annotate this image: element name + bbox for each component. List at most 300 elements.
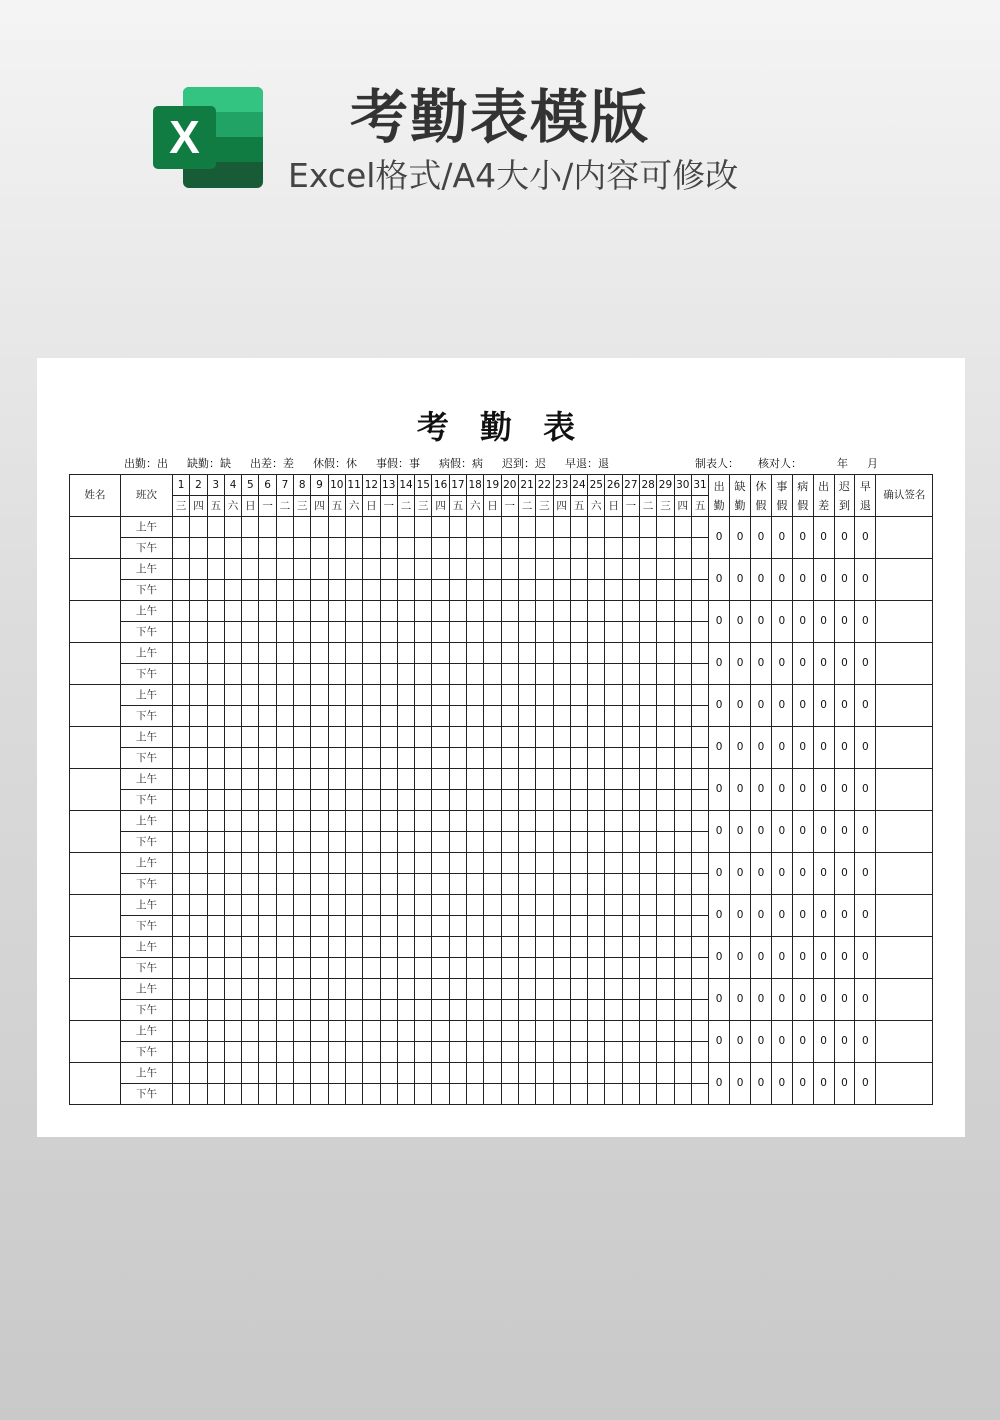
attendance-cell[interactable] bbox=[380, 1084, 397, 1105]
attendance-cell[interactable] bbox=[276, 916, 293, 937]
attendance-cell[interactable] bbox=[380, 958, 397, 979]
attendance-cell[interactable] bbox=[328, 517, 345, 538]
attendance-cell[interactable] bbox=[311, 601, 328, 622]
attendance-cell[interactable] bbox=[259, 769, 276, 790]
attendance-cell[interactable] bbox=[432, 706, 449, 727]
attendance-cell[interactable] bbox=[467, 916, 484, 937]
attendance-cell[interactable] bbox=[294, 706, 311, 727]
attendance-cell[interactable] bbox=[588, 790, 605, 811]
attendance-cell[interactable] bbox=[536, 979, 553, 1000]
attendance-cell[interactable] bbox=[190, 538, 207, 559]
attendance-cell[interactable] bbox=[363, 916, 380, 937]
attendance-cell[interactable] bbox=[259, 895, 276, 916]
attendance-cell[interactable] bbox=[345, 1084, 362, 1105]
attendance-cell[interactable] bbox=[553, 601, 570, 622]
attendance-cell[interactable] bbox=[484, 937, 501, 958]
attendance-cell[interactable] bbox=[570, 727, 587, 748]
attendance-cell[interactable] bbox=[190, 622, 207, 643]
attendance-cell[interactable] bbox=[622, 769, 639, 790]
attendance-cell[interactable] bbox=[242, 958, 259, 979]
attendance-cell[interactable] bbox=[518, 958, 535, 979]
employee-name-cell[interactable] bbox=[70, 643, 121, 685]
attendance-cell[interactable] bbox=[518, 895, 535, 916]
attendance-cell[interactable] bbox=[190, 853, 207, 874]
attendance-cell[interactable] bbox=[484, 580, 501, 601]
attendance-cell[interactable] bbox=[691, 769, 708, 790]
attendance-cell[interactable] bbox=[173, 874, 190, 895]
attendance-cell[interactable] bbox=[173, 601, 190, 622]
attendance-cell[interactable] bbox=[674, 727, 691, 748]
attendance-cell[interactable] bbox=[588, 832, 605, 853]
attendance-cell[interactable] bbox=[432, 643, 449, 664]
attendance-cell[interactable] bbox=[467, 622, 484, 643]
attendance-cell[interactable] bbox=[242, 706, 259, 727]
attendance-cell[interactable] bbox=[224, 643, 241, 664]
attendance-cell[interactable] bbox=[536, 832, 553, 853]
attendance-cell[interactable] bbox=[518, 643, 535, 664]
attendance-cell[interactable] bbox=[311, 685, 328, 706]
attendance-cell[interactable] bbox=[467, 874, 484, 895]
attendance-cell[interactable] bbox=[484, 1063, 501, 1084]
attendance-cell[interactable] bbox=[345, 622, 362, 643]
attendance-cell[interactable] bbox=[397, 748, 414, 769]
attendance-cell[interactable] bbox=[397, 853, 414, 874]
attendance-cell[interactable] bbox=[224, 832, 241, 853]
attendance-cell[interactable] bbox=[415, 601, 432, 622]
attendance-cell[interactable] bbox=[363, 664, 380, 685]
attendance-cell[interactable] bbox=[259, 748, 276, 769]
attendance-cell[interactable] bbox=[190, 664, 207, 685]
attendance-cell[interactable] bbox=[518, 790, 535, 811]
attendance-cell[interactable] bbox=[397, 727, 414, 748]
attendance-cell[interactable] bbox=[173, 517, 190, 538]
attendance-cell[interactable] bbox=[588, 1042, 605, 1063]
attendance-cell[interactable] bbox=[501, 937, 518, 958]
attendance-cell[interactable] bbox=[415, 664, 432, 685]
attendance-cell[interactable] bbox=[173, 1000, 190, 1021]
attendance-cell[interactable] bbox=[657, 601, 674, 622]
attendance-cell[interactable] bbox=[432, 769, 449, 790]
attendance-cell[interactable] bbox=[467, 1084, 484, 1105]
attendance-cell[interactable] bbox=[640, 832, 657, 853]
attendance-cell[interactable] bbox=[190, 916, 207, 937]
attendance-cell[interactable] bbox=[415, 622, 432, 643]
attendance-cell[interactable] bbox=[605, 559, 622, 580]
attendance-cell[interactable] bbox=[570, 538, 587, 559]
attendance-cell[interactable] bbox=[674, 853, 691, 874]
attendance-cell[interactable] bbox=[173, 1084, 190, 1105]
attendance-cell[interactable] bbox=[536, 559, 553, 580]
attendance-cell[interactable] bbox=[657, 811, 674, 832]
attendance-cell[interactable] bbox=[190, 769, 207, 790]
attendance-cell[interactable] bbox=[173, 979, 190, 1000]
attendance-cell[interactable] bbox=[432, 937, 449, 958]
attendance-cell[interactable] bbox=[190, 643, 207, 664]
attendance-cell[interactable] bbox=[536, 790, 553, 811]
attendance-cell[interactable] bbox=[294, 664, 311, 685]
attendance-cell[interactable] bbox=[173, 811, 190, 832]
attendance-cell[interactable] bbox=[570, 895, 587, 916]
attendance-cell[interactable] bbox=[190, 601, 207, 622]
attendance-cell[interactable] bbox=[207, 853, 224, 874]
attendance-cell[interactable] bbox=[190, 874, 207, 895]
attendance-cell[interactable] bbox=[345, 895, 362, 916]
signature-cell[interactable] bbox=[876, 979, 933, 1021]
attendance-cell[interactable] bbox=[345, 685, 362, 706]
attendance-cell[interactable] bbox=[259, 601, 276, 622]
attendance-cell[interactable] bbox=[173, 622, 190, 643]
attendance-cell[interactable] bbox=[328, 832, 345, 853]
attendance-cell[interactable] bbox=[640, 517, 657, 538]
attendance-cell[interactable] bbox=[173, 1021, 190, 1042]
attendance-cell[interactable] bbox=[570, 1063, 587, 1084]
attendance-cell[interactable] bbox=[259, 538, 276, 559]
attendance-cell[interactable] bbox=[536, 1021, 553, 1042]
attendance-cell[interactable] bbox=[259, 664, 276, 685]
attendance-cell[interactable] bbox=[224, 517, 241, 538]
attendance-cell[interactable] bbox=[691, 979, 708, 1000]
attendance-cell[interactable] bbox=[224, 664, 241, 685]
attendance-cell[interactable] bbox=[467, 769, 484, 790]
attendance-cell[interactable] bbox=[553, 748, 570, 769]
attendance-cell[interactable] bbox=[501, 1000, 518, 1021]
attendance-cell[interactable] bbox=[432, 1084, 449, 1105]
attendance-cell[interactable] bbox=[415, 1063, 432, 1084]
attendance-cell[interactable] bbox=[294, 874, 311, 895]
attendance-cell[interactable] bbox=[276, 895, 293, 916]
attendance-cell[interactable] bbox=[276, 853, 293, 874]
attendance-cell[interactable] bbox=[328, 790, 345, 811]
attendance-cell[interactable] bbox=[605, 853, 622, 874]
attendance-cell[interactable] bbox=[224, 580, 241, 601]
attendance-cell[interactable] bbox=[363, 937, 380, 958]
attendance-cell[interactable] bbox=[328, 601, 345, 622]
attendance-cell[interactable] bbox=[415, 559, 432, 580]
attendance-cell[interactable] bbox=[294, 1042, 311, 1063]
attendance-cell[interactable] bbox=[622, 559, 639, 580]
attendance-cell[interactable] bbox=[173, 1063, 190, 1084]
attendance-cell[interactable] bbox=[553, 769, 570, 790]
attendance-cell[interactable] bbox=[207, 916, 224, 937]
attendance-cell[interactable] bbox=[605, 685, 622, 706]
attendance-cell[interactable] bbox=[207, 769, 224, 790]
attendance-cell[interactable] bbox=[449, 517, 466, 538]
attendance-cell[interactable] bbox=[501, 727, 518, 748]
attendance-cell[interactable] bbox=[432, 664, 449, 685]
attendance-cell[interactable] bbox=[397, 958, 414, 979]
signature-cell[interactable] bbox=[876, 727, 933, 769]
attendance-cell[interactable] bbox=[242, 1042, 259, 1063]
attendance-cell[interactable] bbox=[640, 559, 657, 580]
attendance-cell[interactable] bbox=[415, 727, 432, 748]
attendance-cell[interactable] bbox=[432, 1000, 449, 1021]
attendance-cell[interactable] bbox=[397, 874, 414, 895]
attendance-cell[interactable] bbox=[691, 1021, 708, 1042]
attendance-cell[interactable] bbox=[691, 958, 708, 979]
attendance-cell[interactable] bbox=[190, 580, 207, 601]
attendance-cell[interactable] bbox=[467, 727, 484, 748]
attendance-cell[interactable] bbox=[449, 664, 466, 685]
attendance-cell[interactable] bbox=[691, 664, 708, 685]
attendance-cell[interactable] bbox=[588, 748, 605, 769]
attendance-cell[interactable] bbox=[294, 643, 311, 664]
attendance-cell[interactable] bbox=[397, 1000, 414, 1021]
attendance-cell[interactable] bbox=[173, 916, 190, 937]
attendance-cell[interactable] bbox=[605, 1042, 622, 1063]
attendance-cell[interactable] bbox=[380, 979, 397, 1000]
attendance-cell[interactable] bbox=[380, 643, 397, 664]
attendance-cell[interactable] bbox=[588, 937, 605, 958]
attendance-cell[interactable] bbox=[622, 790, 639, 811]
attendance-cell[interactable] bbox=[294, 937, 311, 958]
attendance-cell[interactable] bbox=[467, 853, 484, 874]
attendance-cell[interactable] bbox=[207, 958, 224, 979]
attendance-cell[interactable] bbox=[397, 1021, 414, 1042]
attendance-cell[interactable] bbox=[605, 790, 622, 811]
attendance-cell[interactable] bbox=[432, 580, 449, 601]
attendance-cell[interactable] bbox=[484, 622, 501, 643]
attendance-cell[interactable] bbox=[415, 916, 432, 937]
attendance-cell[interactable] bbox=[259, 874, 276, 895]
attendance-cell[interactable] bbox=[501, 790, 518, 811]
attendance-cell[interactable] bbox=[449, 1084, 466, 1105]
attendance-cell[interactable] bbox=[501, 979, 518, 1000]
attendance-cell[interactable] bbox=[553, 517, 570, 538]
attendance-cell[interactable] bbox=[674, 559, 691, 580]
attendance-cell[interactable] bbox=[674, 874, 691, 895]
attendance-cell[interactable] bbox=[518, 832, 535, 853]
attendance-cell[interactable] bbox=[691, 517, 708, 538]
attendance-cell[interactable] bbox=[553, 664, 570, 685]
attendance-cell[interactable] bbox=[224, 979, 241, 1000]
attendance-cell[interactable] bbox=[294, 685, 311, 706]
attendance-cell[interactable] bbox=[588, 1000, 605, 1021]
attendance-cell[interactable] bbox=[294, 979, 311, 1000]
attendance-cell[interactable] bbox=[553, 643, 570, 664]
attendance-cell[interactable] bbox=[501, 517, 518, 538]
attendance-cell[interactable] bbox=[691, 895, 708, 916]
attendance-cell[interactable] bbox=[449, 538, 466, 559]
attendance-cell[interactable] bbox=[363, 895, 380, 916]
attendance-cell[interactable] bbox=[190, 1000, 207, 1021]
attendance-cell[interactable] bbox=[207, 895, 224, 916]
attendance-cell[interactable] bbox=[674, 664, 691, 685]
attendance-cell[interactable] bbox=[345, 937, 362, 958]
attendance-cell[interactable] bbox=[622, 538, 639, 559]
signature-cell[interactable] bbox=[876, 643, 933, 685]
attendance-cell[interactable] bbox=[553, 811, 570, 832]
attendance-cell[interactable] bbox=[242, 1000, 259, 1021]
attendance-cell[interactable] bbox=[397, 979, 414, 1000]
attendance-cell[interactable] bbox=[467, 538, 484, 559]
attendance-cell[interactable] bbox=[640, 622, 657, 643]
attendance-cell[interactable] bbox=[536, 664, 553, 685]
attendance-cell[interactable] bbox=[397, 1084, 414, 1105]
attendance-cell[interactable] bbox=[518, 538, 535, 559]
attendance-cell[interactable] bbox=[276, 601, 293, 622]
attendance-cell[interactable] bbox=[259, 580, 276, 601]
attendance-cell[interactable] bbox=[224, 937, 241, 958]
attendance-cell[interactable] bbox=[242, 832, 259, 853]
attendance-cell[interactable] bbox=[276, 958, 293, 979]
attendance-cell[interactable] bbox=[640, 727, 657, 748]
attendance-cell[interactable] bbox=[190, 727, 207, 748]
attendance-cell[interactable] bbox=[691, 832, 708, 853]
attendance-cell[interactable] bbox=[363, 517, 380, 538]
attendance-cell[interactable] bbox=[259, 559, 276, 580]
attendance-cell[interactable] bbox=[328, 916, 345, 937]
attendance-cell[interactable] bbox=[605, 727, 622, 748]
attendance-cell[interactable] bbox=[432, 832, 449, 853]
attendance-cell[interactable] bbox=[484, 832, 501, 853]
attendance-cell[interactable] bbox=[276, 1084, 293, 1105]
attendance-cell[interactable] bbox=[691, 727, 708, 748]
attendance-cell[interactable] bbox=[363, 706, 380, 727]
attendance-cell[interactable] bbox=[588, 853, 605, 874]
signature-cell[interactable] bbox=[876, 1063, 933, 1105]
attendance-cell[interactable] bbox=[328, 664, 345, 685]
attendance-cell[interactable] bbox=[276, 643, 293, 664]
attendance-cell[interactable] bbox=[294, 769, 311, 790]
attendance-cell[interactable] bbox=[484, 769, 501, 790]
attendance-cell[interactable] bbox=[484, 790, 501, 811]
attendance-cell[interactable] bbox=[432, 874, 449, 895]
attendance-cell[interactable] bbox=[380, 937, 397, 958]
attendance-cell[interactable] bbox=[363, 1021, 380, 1042]
attendance-cell[interactable] bbox=[570, 517, 587, 538]
attendance-cell[interactable] bbox=[207, 937, 224, 958]
attendance-cell[interactable] bbox=[328, 559, 345, 580]
attendance-cell[interactable] bbox=[173, 958, 190, 979]
employee-name-cell[interactable] bbox=[70, 937, 121, 979]
employee-name-cell[interactable] bbox=[70, 853, 121, 895]
attendance-cell[interactable] bbox=[311, 895, 328, 916]
attendance-cell[interactable] bbox=[311, 811, 328, 832]
attendance-cell[interactable] bbox=[173, 643, 190, 664]
attendance-cell[interactable] bbox=[518, 1000, 535, 1021]
attendance-cell[interactable] bbox=[518, 916, 535, 937]
attendance-cell[interactable] bbox=[345, 874, 362, 895]
attendance-cell[interactable] bbox=[294, 895, 311, 916]
attendance-cell[interactable] bbox=[588, 874, 605, 895]
attendance-cell[interactable] bbox=[449, 685, 466, 706]
attendance-cell[interactable] bbox=[501, 916, 518, 937]
attendance-cell[interactable] bbox=[588, 958, 605, 979]
attendance-cell[interactable] bbox=[207, 1084, 224, 1105]
attendance-cell[interactable] bbox=[311, 706, 328, 727]
attendance-cell[interactable] bbox=[328, 748, 345, 769]
attendance-cell[interactable] bbox=[657, 874, 674, 895]
attendance-cell[interactable] bbox=[691, 643, 708, 664]
attendance-cell[interactable] bbox=[605, 517, 622, 538]
attendance-cell[interactable] bbox=[501, 664, 518, 685]
attendance-cell[interactable] bbox=[657, 790, 674, 811]
attendance-cell[interactable] bbox=[484, 1084, 501, 1105]
attendance-cell[interactable] bbox=[276, 937, 293, 958]
attendance-cell[interactable] bbox=[674, 706, 691, 727]
attendance-cell[interactable] bbox=[570, 1021, 587, 1042]
attendance-cell[interactable] bbox=[484, 643, 501, 664]
attendance-cell[interactable] bbox=[294, 958, 311, 979]
attendance-cell[interactable] bbox=[588, 1084, 605, 1105]
attendance-cell[interactable] bbox=[622, 1000, 639, 1021]
attendance-cell[interactable] bbox=[328, 811, 345, 832]
attendance-cell[interactable] bbox=[259, 706, 276, 727]
attendance-cell[interactable] bbox=[380, 1021, 397, 1042]
attendance-cell[interactable] bbox=[570, 853, 587, 874]
attendance-cell[interactable] bbox=[501, 1063, 518, 1084]
attendance-cell[interactable] bbox=[224, 727, 241, 748]
attendance-cell[interactable] bbox=[259, 1063, 276, 1084]
attendance-cell[interactable] bbox=[553, 1000, 570, 1021]
attendance-cell[interactable] bbox=[415, 958, 432, 979]
attendance-cell[interactable] bbox=[640, 1000, 657, 1021]
attendance-cell[interactable] bbox=[657, 622, 674, 643]
attendance-cell[interactable] bbox=[518, 517, 535, 538]
attendance-cell[interactable] bbox=[415, 748, 432, 769]
attendance-cell[interactable] bbox=[363, 601, 380, 622]
attendance-cell[interactable] bbox=[553, 979, 570, 1000]
attendance-cell[interactable] bbox=[345, 769, 362, 790]
attendance-cell[interactable] bbox=[363, 580, 380, 601]
signature-cell[interactable] bbox=[876, 685, 933, 727]
attendance-cell[interactable] bbox=[432, 538, 449, 559]
attendance-cell[interactable] bbox=[570, 685, 587, 706]
attendance-cell[interactable] bbox=[363, 685, 380, 706]
attendance-cell[interactable] bbox=[536, 643, 553, 664]
attendance-cell[interactable] bbox=[276, 580, 293, 601]
attendance-cell[interactable] bbox=[622, 958, 639, 979]
attendance-cell[interactable] bbox=[207, 1063, 224, 1084]
attendance-cell[interactable] bbox=[536, 517, 553, 538]
attendance-cell[interactable] bbox=[622, 1063, 639, 1084]
attendance-cell[interactable] bbox=[605, 895, 622, 916]
attendance-cell[interactable] bbox=[467, 559, 484, 580]
attendance-cell[interactable] bbox=[207, 979, 224, 1000]
attendance-cell[interactable] bbox=[605, 769, 622, 790]
attendance-cell[interactable] bbox=[484, 727, 501, 748]
attendance-cell[interactable] bbox=[449, 790, 466, 811]
attendance-cell[interactable] bbox=[622, 706, 639, 727]
attendance-cell[interactable] bbox=[657, 706, 674, 727]
attendance-cell[interactable] bbox=[518, 727, 535, 748]
attendance-cell[interactable] bbox=[605, 958, 622, 979]
attendance-cell[interactable] bbox=[484, 853, 501, 874]
attendance-cell[interactable] bbox=[294, 853, 311, 874]
employee-name-cell[interactable] bbox=[70, 895, 121, 937]
attendance-cell[interactable] bbox=[467, 1042, 484, 1063]
attendance-cell[interactable] bbox=[449, 895, 466, 916]
attendance-cell[interactable] bbox=[397, 559, 414, 580]
attendance-cell[interactable] bbox=[449, 958, 466, 979]
attendance-cell[interactable] bbox=[605, 664, 622, 685]
attendance-cell[interactable] bbox=[640, 1042, 657, 1063]
attendance-cell[interactable] bbox=[467, 1021, 484, 1042]
attendance-cell[interactable] bbox=[311, 916, 328, 937]
attendance-cell[interactable] bbox=[242, 727, 259, 748]
attendance-cell[interactable] bbox=[415, 895, 432, 916]
attendance-cell[interactable] bbox=[207, 748, 224, 769]
attendance-cell[interactable] bbox=[294, 811, 311, 832]
attendance-cell[interactable] bbox=[328, 1042, 345, 1063]
attendance-cell[interactable] bbox=[691, 1000, 708, 1021]
attendance-cell[interactable] bbox=[276, 1042, 293, 1063]
attendance-cell[interactable] bbox=[173, 727, 190, 748]
attendance-cell[interactable] bbox=[242, 538, 259, 559]
attendance-cell[interactable] bbox=[276, 538, 293, 559]
attendance-cell[interactable] bbox=[328, 580, 345, 601]
attendance-cell[interactable] bbox=[553, 622, 570, 643]
